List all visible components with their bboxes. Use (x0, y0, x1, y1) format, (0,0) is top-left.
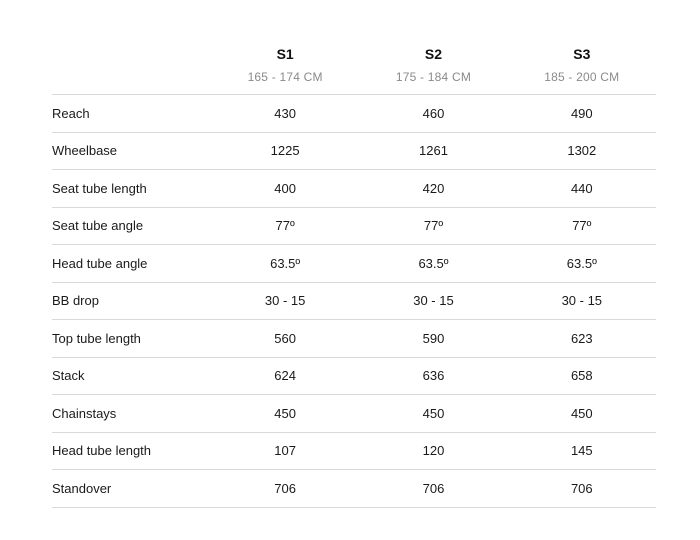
cell-value: 77º (572, 218, 592, 234)
cell-value: 420 (422, 180, 445, 196)
size-header-s3 (508, 38, 656, 94)
cell-value: 30 - 15 (561, 293, 603, 309)
size-header-s1 (211, 38, 359, 94)
cell-value: 450 (570, 405, 593, 421)
cell-value: 590 (422, 330, 445, 346)
size-header-s2 (359, 38, 507, 94)
cell-value: 560 (274, 330, 296, 346)
header-empty-cell (52, 38, 211, 94)
cell-value: 706 (422, 480, 445, 496)
size-name: S2 (424, 46, 443, 62)
row-label: Seat tube length (52, 180, 147, 196)
cell-value: 450 (274, 405, 296, 421)
size-range: 175 - 184 CM (395, 70, 472, 84)
row-label: Chainstays (52, 405, 117, 421)
cell-value: 77º (275, 218, 295, 234)
row-label: Head tube angle (52, 255, 148, 271)
cell-value: 490 (570, 105, 593, 121)
row-label: Stack (52, 368, 85, 384)
cell-value: 658 (570, 368, 593, 384)
geometry-table (52, 38, 656, 508)
table-row (52, 95, 656, 133)
cell-value: 145 (570, 443, 593, 459)
table-row (52, 433, 656, 471)
cell-value: 1261 (419, 143, 448, 159)
table-row (52, 395, 656, 433)
row-label: Head tube length (52, 443, 152, 459)
row-label: Top tube length (52, 330, 141, 346)
table-row (52, 170, 656, 208)
size-range: 165 - 174 CM (247, 70, 323, 84)
cell-value: 460 (422, 105, 445, 121)
table-row (52, 133, 656, 171)
cell-value: 107 (274, 443, 296, 459)
cell-value: 1302 (567, 143, 597, 159)
cell-value: 30 - 15 (413, 293, 454, 309)
cell-value: 450 (422, 405, 445, 421)
table-row (52, 208, 656, 246)
cell-value: 63.5º (270, 255, 301, 271)
cell-value: 706 (274, 480, 296, 496)
table-row (52, 320, 656, 358)
cell-value: 430 (274, 105, 296, 121)
table-row (52, 470, 656, 508)
size-name: S1 (276, 46, 294, 62)
cell-value: 77º (423, 218, 444, 234)
row-label: Reach (52, 105, 90, 121)
table-row (52, 358, 656, 396)
cell-value: 440 (570, 180, 593, 196)
cell-value: 1225 (270, 143, 300, 159)
cell-value: 636 (422, 368, 445, 384)
cell-value: 120 (422, 443, 445, 459)
table-row (52, 245, 656, 283)
cell-value: 400 (274, 180, 296, 196)
table-row (52, 283, 656, 321)
row-label: Standover (52, 480, 112, 496)
row-label: Wheelbase (52, 143, 118, 159)
size-range: 185 - 200 CM (544, 70, 620, 84)
size-name: S3 (573, 46, 591, 62)
cell-value: 63.5º (566, 255, 597, 271)
cell-value: 623 (570, 330, 593, 346)
cell-value: 624 (274, 368, 296, 384)
table-header (52, 38, 656, 95)
cell-value: 63.5º (418, 255, 449, 271)
cell-value: 30 - 15 (264, 293, 306, 309)
row-label: BB drop (52, 293, 99, 309)
cell-value: 706 (570, 480, 593, 496)
row-label: Seat tube angle (52, 218, 144, 234)
